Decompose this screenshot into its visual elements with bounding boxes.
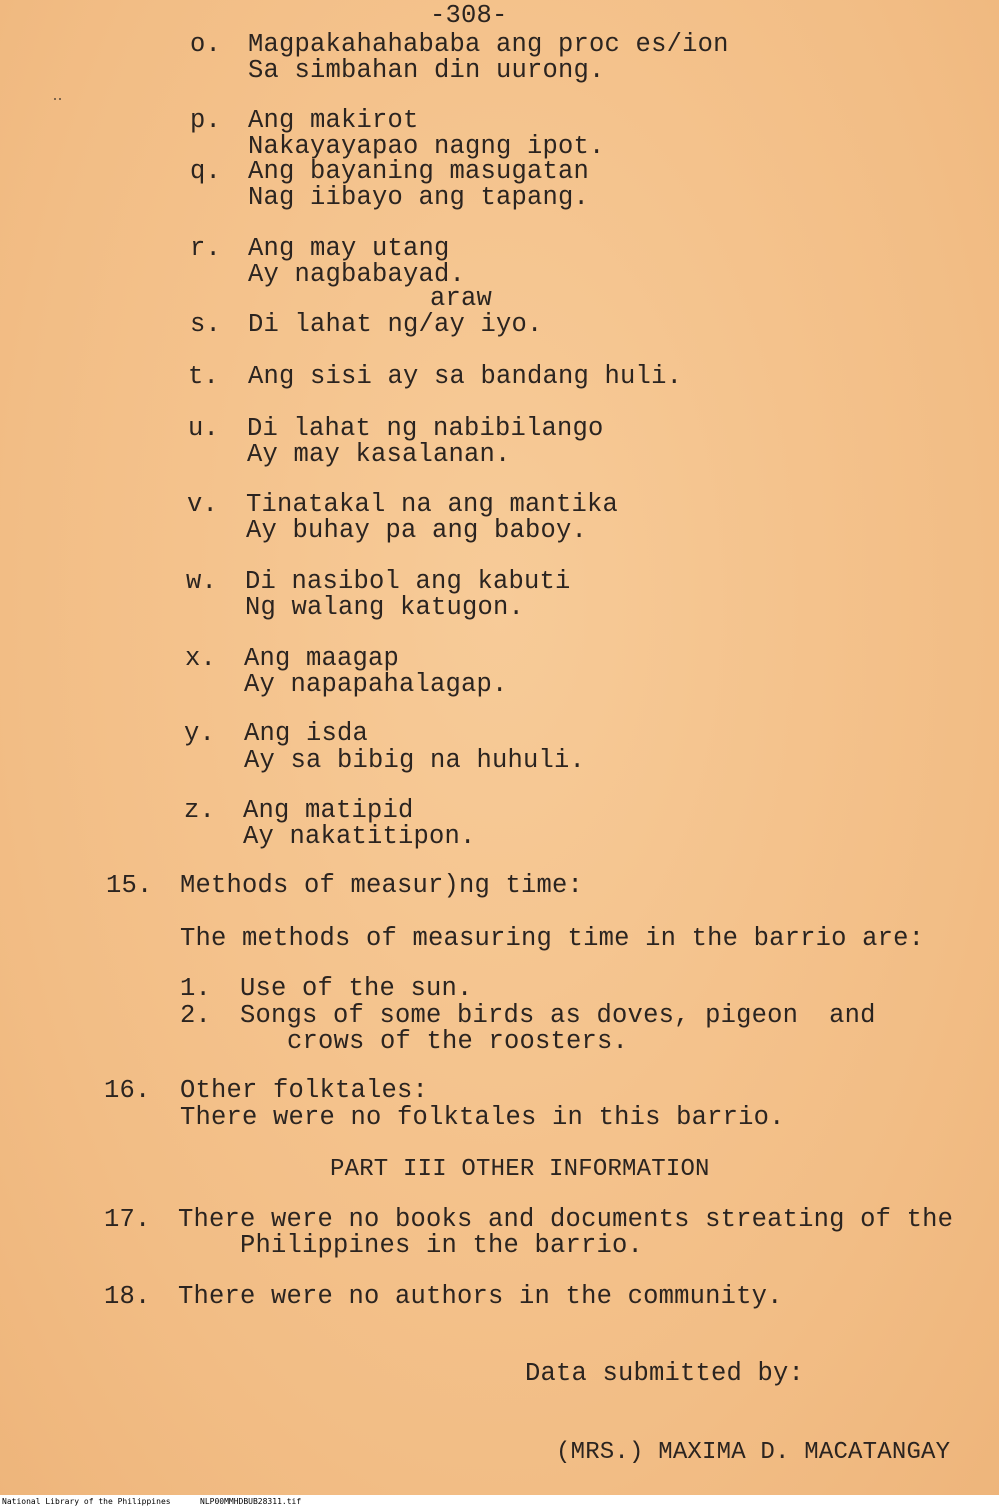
item-label-o: o. — [190, 30, 222, 59]
item-text-z-2: Ay nakatitipon. — [243, 822, 476, 851]
list-text-2: Songs of some birds as doves, pigeon and — [240, 1001, 876, 1030]
item-label-v: v. — [187, 490, 219, 519]
section-18-number: 18. — [104, 1282, 151, 1311]
section-16-text: There were no folktales in this barrio. — [180, 1103, 785, 1132]
item-label-t: t. — [188, 362, 220, 391]
item-text-o-2: Sa simbahan din uurong. — [248, 56, 605, 85]
list-number-2: 2. — [180, 1001, 212, 1030]
page-number: -308- — [430, 1, 508, 30]
item-text-x-2: Ay napapahalagap. — [244, 670, 508, 699]
item-text-u-2: Ay may kasalanan. — [247, 440, 511, 469]
footer-library: National Library of the Philippines — [2, 1497, 171, 1506]
item-label-p: p. — [190, 106, 222, 135]
section-17-number: 17. — [104, 1205, 151, 1234]
section-16-number: 16. — [104, 1076, 151, 1105]
item-label-w: w. — [186, 567, 218, 596]
item-text-w-1: Di nasibol ang kabuti — [245, 567, 571, 596]
section-15-number: 15. — [106, 871, 153, 900]
scan-footer — [0, 1495, 999, 1508]
section-17-line-2: Philippines in the barrio. — [240, 1231, 644, 1260]
section-15-intro: The methods of measuring time in the barrio are: — [180, 924, 925, 953]
item-text-r-2: Ay nagbabayad. — [248, 260, 466, 289]
item-text-q-1: Ang bayaning masugatan — [248, 157, 590, 186]
item-insert-s: araw — [430, 284, 493, 313]
item-label-y: y. — [184, 719, 216, 748]
item-text-r-1: Ang may utang — [248, 234, 450, 263]
item-text-t-1: Ang sisi ay sa bandang huli. — [248, 362, 683, 391]
item-text-s-1: Di lahat ng/ay iyo. — [248, 310, 543, 339]
item-label-q: q. — [190, 157, 222, 186]
item-label-s: s. — [190, 310, 222, 339]
list-text-2-cont: crows of the roosters. — [287, 1027, 629, 1056]
section-18-text: There were no authors in the community. — [178, 1282, 783, 1311]
item-text-x-1: Ang maagap — [244, 644, 400, 673]
item-label-u: u. — [188, 414, 220, 443]
part-heading: PART III OTHER INFORMATION — [330, 1156, 710, 1183]
item-label-z: z. — [184, 796, 216, 825]
item-text-v-2: Ay buhay pa ang baboy. — [246, 516, 588, 545]
item-label-r: r. — [190, 234, 222, 263]
section-17-line-1: There were no books and documents streating of the — [178, 1205, 954, 1234]
footer-file: NLP00MMHDBUB28311.tif — [200, 1497, 302, 1506]
item-text-y-1: Ang isda — [244, 719, 369, 748]
item-text-p-1: Ang makirot — [248, 106, 419, 135]
section-16-heading: Other folktales: — [180, 1076, 429, 1105]
item-text-o-1: Magpakahahababa ang proc es/ion — [248, 30, 729, 59]
list-text-1: Use of the sun. — [240, 974, 473, 1003]
item-text-v-1: Tinatakal na ang mantika — [246, 490, 619, 519]
item-text-q-2: Nag iibayo ang tapang. — [248, 183, 590, 212]
submitter-name: (MRS.) MAXIMA D. MACATANGAY — [556, 1439, 951, 1466]
section-15-heading: Methods of measur)ng time: — [180, 871, 584, 900]
submitted-label: Data submitted by: — [525, 1359, 805, 1388]
margin-dots — [54, 98, 62, 100]
item-text-w-2: Ng walang katugon. — [245, 593, 525, 622]
item-text-z-1: Ang matipid — [243, 796, 414, 825]
item-text-p-2: Nakayayapao nagng ipot. — [248, 132, 605, 161]
item-text-u-1: Di lahat ng nabibilango — [247, 414, 604, 443]
item-text-y-2: Ay sa bibig na huhuli. — [244, 746, 586, 775]
list-number-1: 1. — [180, 974, 212, 1003]
item-label-x: x. — [185, 644, 217, 673]
